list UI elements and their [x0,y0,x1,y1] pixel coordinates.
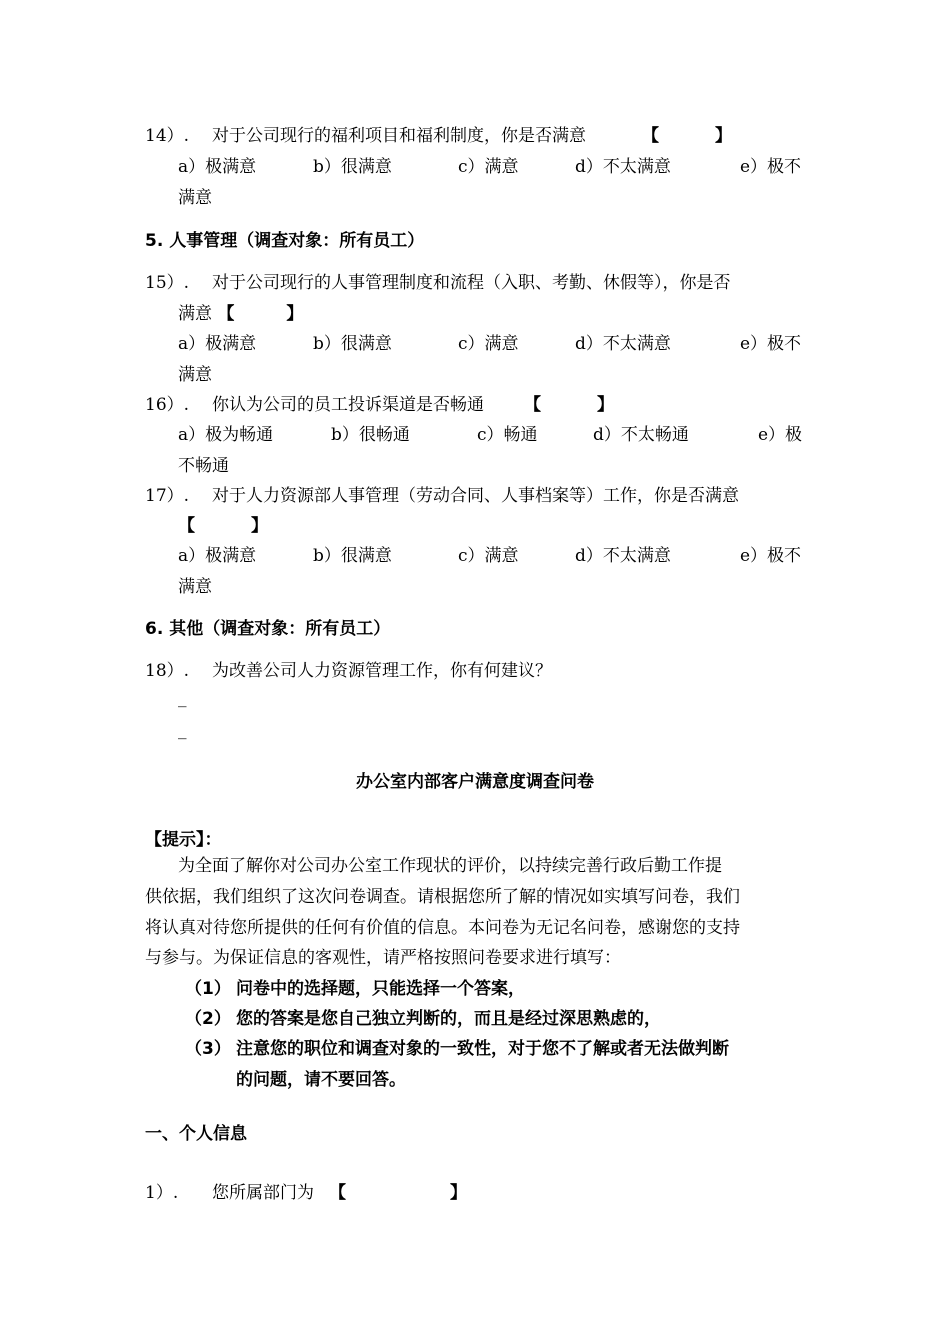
q16-option-wrap: 不畅通 [178,456,229,476]
section-5-heading: 5. 人事管理（调查对象：所有员工） [145,231,425,251]
q14-number: 14）. [145,126,190,146]
q16-answer-bracket[interactable] [524,393,614,417]
q17-option-c[interactable]: c）满意 [458,546,519,566]
bracket-close: 】 [597,395,614,415]
q15-option-b[interactable]: b）很满意 [313,334,392,354]
rule-3 [185,1037,729,1061]
q1-number: 1）. [145,1183,179,1203]
intro-line-1: 为全面了解你对公司办公室工作现状的评价，以持续完善行政后勤工作提 [178,856,722,876]
bracket-close: 】 [251,516,268,536]
bracket-open: 【 [524,395,541,415]
q1-text: 您所属部门为 [212,1183,314,1203]
q15-text: 对于公司现行的人事管理制度和流程（入职、考勤、休假等），你是否 [212,273,731,293]
rule-2-number: （2） [185,1009,231,1029]
bracket-open: 【 [329,1183,346,1203]
bracket-open: 【 [178,516,195,536]
q15-line2 [178,302,303,326]
q17-line2 [178,514,268,538]
q17-answer-bracket[interactable] [178,516,268,536]
q17-options [178,544,818,568]
q16-number: 16）. [145,395,190,415]
q16-option-e[interactable]: e）极 [758,425,803,445]
tip-label: 【提示】： [145,830,222,850]
q1-line [145,1181,467,1205]
q14-text: 对于公司现行的福利项目和福利制度，你是否满意 [212,126,586,146]
q15-option-c[interactable]: c）满意 [458,334,519,354]
q14-option-c[interactable]: c）满意 [458,157,519,177]
q17-option-d[interactable]: d）不太满意 [575,546,671,566]
q15-option-a[interactable]: a）极满意 [178,334,257,354]
q17-option-wrap: 满意 [178,577,212,597]
q15-option-e[interactable]: e）极不 [740,334,802,354]
q15-options [178,332,818,356]
section-6-heading: 6. 其他（调查对象：所有员工） [145,619,391,639]
q14-option-b[interactable]: b）很满意 [313,157,392,177]
q18-answer-line-1[interactable]: _ [178,688,187,708]
rule-3-text: 注意您的职位和调查对象的一致性，对于您不了解或者无法做判断 [236,1039,729,1059]
bracket-open: 【 [642,126,659,146]
q17-line [145,484,739,508]
intro-line-2: 供依据，我们组织了这次问卷调查。请根据您所了解的情况如实填写问卷，我们 [145,887,740,907]
rule-1 [185,977,525,1001]
q16-line [145,393,614,417]
q14-options [178,155,818,179]
q14-line [145,124,732,148]
q14-option-a[interactable]: a）极满意 [178,157,257,177]
q14-option-wrap: 满意 [178,188,212,208]
q15-option-d[interactable]: d）不太满意 [575,334,671,354]
q16-option-a[interactable]: a）极为畅通 [178,425,274,445]
rule-3-number: （3） [185,1039,231,1059]
q18-answer-line-2[interactable]: _ [178,720,187,740]
q17-option-e[interactable]: e）极不 [740,546,802,566]
intro-line-3: 将认真对待您所提供的任何有价值的信息。本问卷为无记名问卷，感谢您的支持 [145,918,740,938]
q14-option-e[interactable]: e）极不 [740,157,802,177]
q18-text: 为改善公司人力资源管理工作，你有何建议？ [212,661,552,681]
q17-option-a[interactable]: a）极满意 [178,546,257,566]
rule-2-text: 您的答案是您自己独立判断的，而且是经过深思熟虑的， [236,1009,661,1029]
intro-line-4: 与参与。为保证信息的客观性，请严格按照问卷要求进行填写： [145,948,621,968]
bracket-close: 】 [450,1183,467,1203]
rule-2 [185,1007,661,1031]
q16-option-b[interactable]: b）很畅通 [331,425,410,445]
q15-text-wrap: 满意 [178,304,212,324]
q18-number: 18）. [145,661,190,681]
q17-text: 对于人力资源部人事管理（劳动合同、人事档案等）工作，你是否满意 [212,486,739,506]
q17-option-b[interactable]: b）很满意 [313,546,392,566]
rule-1-text: 问卷中的选择题，只能选择一个答案， [236,979,525,999]
rule-1-number: （1） [185,979,231,999]
section-personal-info-heading: 一、个人信息 [145,1124,247,1144]
q15-number: 15）. [145,273,190,293]
q1-answer-bracket[interactable] [329,1181,467,1205]
questionnaire-title: 办公室内部客户满意度调查问卷 [356,772,594,792]
q18-line [145,659,552,683]
bracket-close: 】 [715,126,732,146]
q15-option-wrap: 满意 [178,365,212,385]
q16-option-c[interactable]: c）畅通 [477,425,538,445]
q16-text: 你认为公司的员工投诉渠道是否畅通 [212,395,484,415]
q15-answer-bracket[interactable] [217,304,303,324]
bracket-open: 【 [217,304,235,324]
q16-options [178,423,818,447]
bracket-close: 】 [286,304,304,324]
q14-answer-bracket[interactable] [642,124,732,148]
q16-option-d[interactable]: d）不太畅通 [593,425,689,445]
q15-line [145,271,731,295]
q14-option-d[interactable]: d）不太满意 [575,157,671,177]
q17-number: 17）. [145,486,190,506]
rule-3-wrap: 的问题，请不要回答。 [236,1070,406,1090]
